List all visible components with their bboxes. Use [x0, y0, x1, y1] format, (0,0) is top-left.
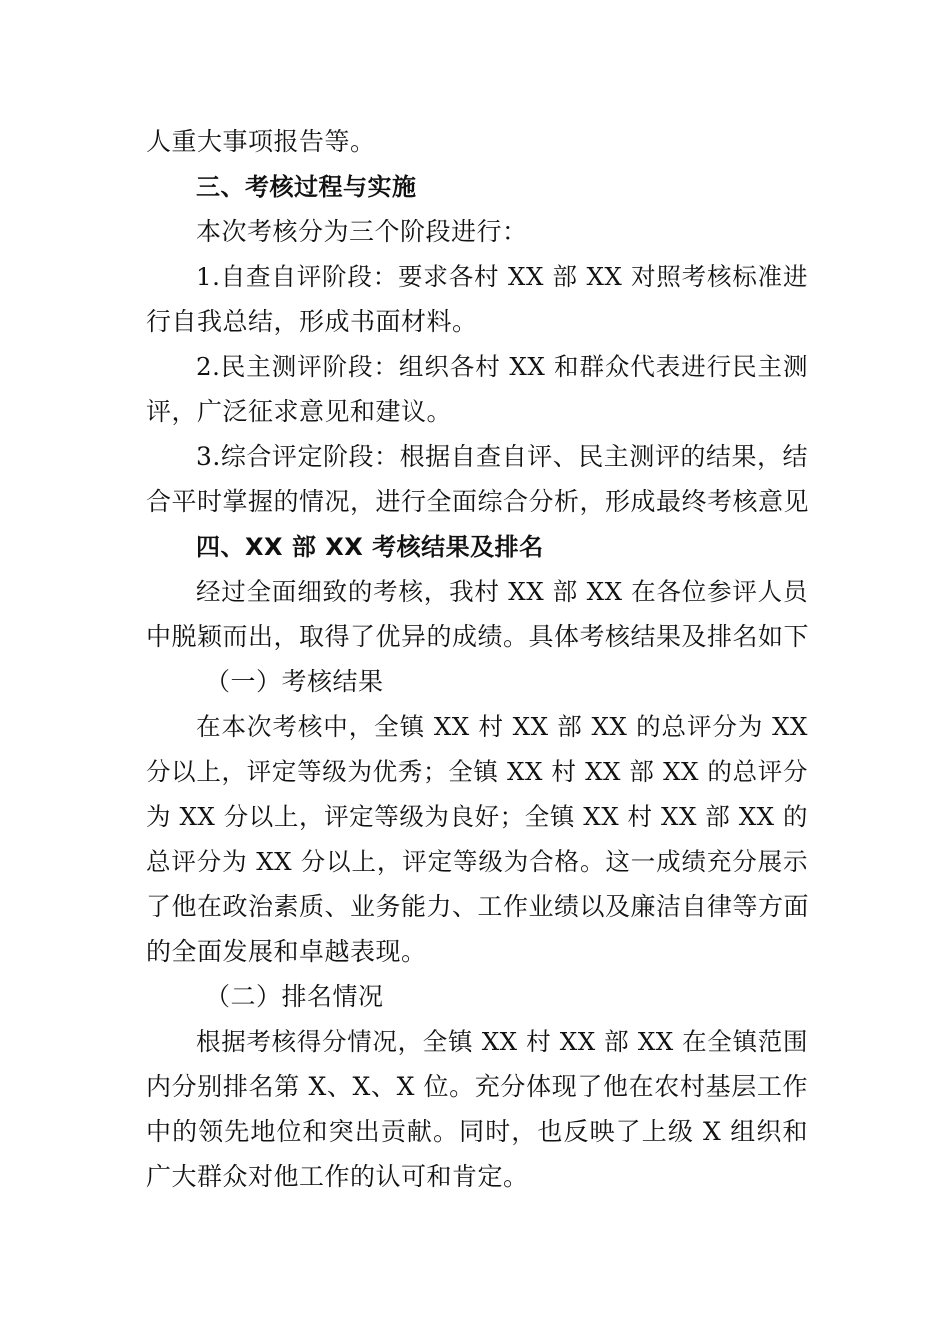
paragraph-line: 1.自查自评阶段：要求各村 XX 部 XX 对照考核标准进 — [196, 262, 808, 291]
section-heading-4: 四、XX 部 XX 考核结果及排名 — [196, 533, 544, 561]
paragraph-line: 总评分为 XX 分以上，评定等级为合格。这一成绩充分展示 — [146, 847, 808, 876]
paragraph-line: 在本次考核中，全镇 XX 村 XX 部 XX 的总评分为 XX — [196, 712, 808, 741]
paragraph-line: 分以上，评定等级为优秀；全镇 XX 村 XX 部 XX 的总评分 — [146, 757, 808, 786]
subsection-heading-2: （二）排名情况 — [205, 982, 384, 1011]
paragraph-line: 广大群众对他工作的认可和肯定。 — [146, 1162, 529, 1191]
paragraph-line: 中的领先地位和突出贡献。同时，也反映了上级 X 组织和 — [146, 1117, 808, 1146]
paragraph-line: 本次考核分为三个阶段进行： — [196, 217, 528, 246]
paragraph-line: 根据考核得分情况，全镇 XX 村 XX 部 XX 在全镇范围 — [196, 1027, 808, 1056]
paragraph-line: 内分别排名第 X、X、X 位。充分体现了他在农村基层工作 — [146, 1072, 808, 1101]
paragraph-line: 合平时掌握的情况，进行全面综合分析，形成最终考核意见 — [146, 487, 810, 516]
subsection-heading-1: （一）考核结果 — [205, 667, 384, 696]
paragraph-line: 为 XX 分以上，评定等级为良好；全镇 XX 村 XX 部 XX 的 — [146, 802, 808, 831]
section-heading-3: 三、考核过程与实施 — [196, 173, 417, 201]
paragraph-line: 行自我总结，形成书面材料。 — [146, 307, 478, 336]
paragraph-line: 3.综合评定阶段：根据自查自评、民主测评的结果，结 — [196, 442, 808, 471]
paragraph-line: 评，广泛征求意见和建议。 — [146, 397, 453, 426]
paragraph-line: 了他在政治素质、业务能力、工作业绩以及廉洁自律等方面 — [146, 892, 810, 921]
paragraph-line: 的全面发展和卓越表现。 — [146, 937, 427, 966]
paragraph-line: 2.民主测评阶段：组织各村 XX 和群众代表进行民主测 — [196, 352, 808, 381]
paragraph-line: 中脱颖而出，取得了优异的成绩。具体考核结果及排名如下 — [146, 622, 810, 651]
paragraph-line: 人重大事项报告等。 — [146, 127, 376, 156]
paragraph-line: 经过全面细致的考核，我村 XX 部 XX 在各位参评人员 — [196, 577, 808, 606]
